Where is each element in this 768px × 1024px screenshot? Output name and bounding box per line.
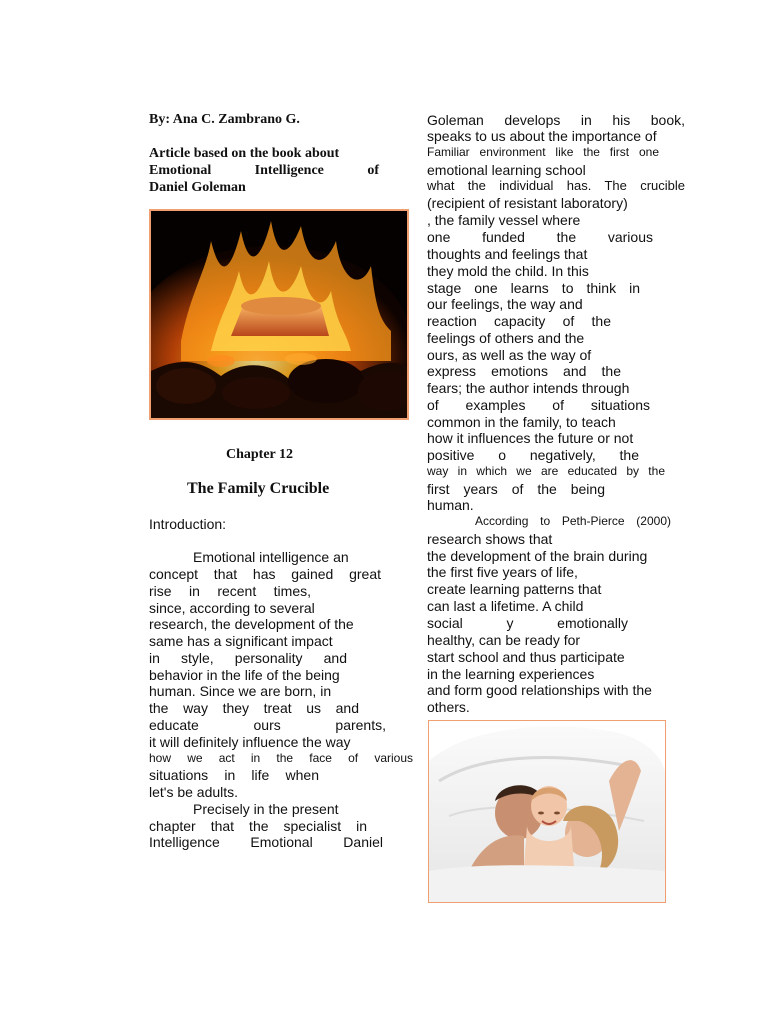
left-body-line-9: human. Since we are born, in — [149, 683, 332, 699]
right-body-line-14: feelings of others and the — [427, 330, 585, 346]
right-body-line-6: (recipient of resistant laboratory) — [427, 195, 628, 211]
right-body-line-36: others. — [427, 699, 470, 715]
left-body-line-15: let's be adults. — [149, 784, 239, 800]
right-body-line-35: and form good relationships with the — [427, 682, 652, 698]
right-body-line-2: speaks to us about the importance of — [427, 128, 657, 144]
right-body-line-12: our feelings, the way and — [427, 296, 583, 312]
fire-crucible-image — [149, 209, 409, 420]
chapter-label: Chapter 12 — [226, 447, 294, 462]
article-subtitle-line-1: Article based on the book about — [149, 146, 340, 161]
left-body-line-5: research, the development of the — [149, 616, 354, 632]
right-body-line-9: thoughts and feelings that — [427, 246, 588, 262]
left-body-line-2: concept that has gained great — [149, 566, 381, 582]
right-body-line-17: fears; the author intends through — [427, 380, 630, 396]
right-body-line-15: ours, as well as the way of — [427, 347, 592, 363]
left-body-line-11: educate ours parents, — [149, 717, 386, 733]
right-body-line-27: the development of the brain during — [427, 548, 648, 564]
right-body-line-34: in the learning experiences — [427, 666, 595, 682]
right-body-line-23: first years of the being — [427, 481, 605, 497]
left-body-line-14: situations in life when — [149, 767, 319, 783]
right-body-line-4: emotional learning school — [427, 162, 586, 178]
right-body-line-25: According to Peth-Pierce (2000) — [475, 514, 671, 528]
left-body-line-6: same has a significant impact — [149, 633, 333, 649]
right-body-line-7: , the family vessel where — [427, 212, 581, 228]
article-subtitle-line-2: Emotional Intelligence of — [149, 163, 379, 178]
left-body-line-4: since, according to several — [149, 600, 315, 616]
right-body-line-8: one funded the various — [427, 229, 653, 245]
right-body-line-5: what the individual has. The crucible — [427, 178, 685, 193]
left-body-line-8: behavior in the life of the being — [149, 667, 340, 683]
right-body-line-20: how it influences the future or not — [427, 430, 634, 446]
right-body-line-30: can last a lifetime. A child — [427, 598, 584, 614]
left-body-line-16: Precisely in the present — [193, 801, 339, 817]
right-body-line-16: express emotions and the — [427, 363, 621, 379]
right-body-line-10: they mold the child. In this — [427, 263, 589, 279]
right-body-line-32: healthy, can be ready for — [427, 632, 581, 648]
left-body-line-7: in style, personality and — [149, 650, 347, 666]
chapter-title: The Family Crucible — [187, 480, 330, 497]
right-body-line-29: create learning patterns that — [427, 581, 602, 597]
right-body-line-18: of examples of situations — [427, 397, 650, 413]
right-body-line-24: human. — [427, 497, 474, 513]
author-line: By: Ana C. Zambrano G. — [149, 112, 300, 127]
left-body-line-17: chapter that the specialist in — [149, 818, 367, 834]
left-body-line-10: the way they treat us and — [149, 700, 359, 716]
right-body-line-33: start school and thus participate — [427, 649, 625, 665]
right-body-line-11: stage one learns to think in — [427, 280, 640, 296]
article-subtitle-line-3: Daniel Goleman — [149, 180, 246, 195]
introduction-heading: Introduction: — [149, 516, 227, 532]
right-body-line-13: reaction capacity of the — [427, 313, 611, 329]
right-body-line-1: Goleman develops in his book, — [427, 112, 685, 128]
right-body-line-21: positive o negatively, the — [427, 447, 639, 463]
right-body-line-22: way in which we are educated by the — [427, 464, 665, 478]
right-body-line-31: social y emotionally — [427, 615, 628, 631]
family-photo — [428, 720, 666, 903]
right-body-line-3: Familiar environment like the first one — [427, 145, 659, 159]
right-body-line-28: the first five years of life, — [427, 564, 578, 580]
right-body-line-26: research shows that — [427, 531, 553, 547]
right-body-line-19: common in the family, to teach — [427, 414, 616, 430]
left-body-line-12: it will definitely influence the way — [149, 734, 351, 750]
left-body-line-13: how we act in the face of various — [149, 751, 413, 765]
left-body-line-18: Intelligence Emotional Daniel — [149, 834, 383, 850]
left-body-line-3: rise in recent times, — [149, 583, 311, 599]
left-body-line-1: Emotional intelligence an — [193, 549, 349, 565]
